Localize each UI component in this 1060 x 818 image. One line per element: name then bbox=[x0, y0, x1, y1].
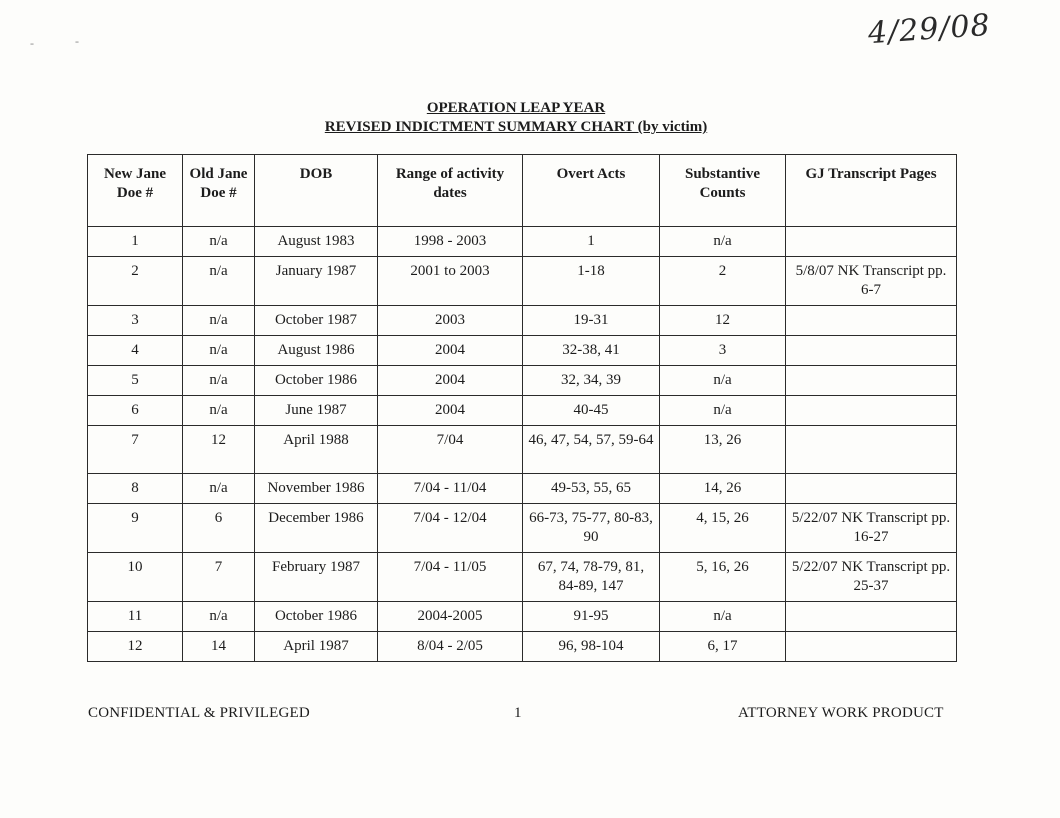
cell-gj-transcript bbox=[786, 632, 957, 662]
cell-old-jane-doe: n/a bbox=[183, 227, 255, 257]
cell-new-jane-doe: 11 bbox=[88, 602, 183, 632]
cell-dob: August 1986 bbox=[255, 336, 378, 366]
cell-old-jane-doe: n/a bbox=[183, 602, 255, 632]
header-substantive-counts: Substantive Counts bbox=[660, 155, 786, 227]
cell-range: 2004 bbox=[378, 366, 523, 396]
cell-gj-transcript bbox=[786, 602, 957, 632]
cell-gj-transcript bbox=[786, 474, 957, 504]
cell-gj-transcript bbox=[786, 306, 957, 336]
indictment-summary-table bbox=[87, 154, 957, 662]
cell-substantive-counts: 12 bbox=[660, 306, 786, 336]
cell-dob: June 1987 bbox=[255, 396, 378, 426]
cell-gj-transcript: 5/22/07 NK Transcript pp. 16-27 bbox=[786, 504, 957, 553]
cell-old-jane-doe: n/a bbox=[183, 336, 255, 366]
cell-substantive-counts: n/a bbox=[660, 396, 786, 426]
table-row bbox=[88, 336, 957, 366]
table-row bbox=[88, 227, 957, 257]
scan-mark: - bbox=[30, 36, 34, 50]
table-row bbox=[88, 504, 957, 553]
cell-dob: January 1987 bbox=[255, 257, 378, 306]
cell-dob: December 1986 bbox=[255, 504, 378, 553]
table-row bbox=[88, 366, 957, 396]
cell-gj-transcript bbox=[786, 227, 957, 257]
header-overt-acts: Overt Acts bbox=[523, 155, 660, 227]
cell-substantive-counts: 6, 17 bbox=[660, 632, 786, 662]
cell-substantive-counts: n/a bbox=[660, 602, 786, 632]
table-row bbox=[88, 257, 957, 306]
cell-gj-transcript: 5/8/07 NK Transcript pp. 6-7 bbox=[786, 257, 957, 306]
cell-old-jane-doe: n/a bbox=[183, 257, 255, 306]
cell-overt-acts: 66-73, 75-77, 80-83, 90 bbox=[523, 504, 660, 553]
table-row bbox=[88, 396, 957, 426]
cell-overt-acts: 46, 47, 54, 57, 59-64 bbox=[523, 426, 660, 474]
footer-confidential: CONFIDENTIAL & PRIVILEGED bbox=[88, 705, 310, 721]
cell-new-jane-doe: 5 bbox=[88, 366, 183, 396]
cell-substantive-counts: 14, 26 bbox=[660, 474, 786, 504]
cell-overt-acts: 96, 98-104 bbox=[523, 632, 660, 662]
table-row bbox=[88, 602, 957, 632]
cell-range: 2004 bbox=[378, 396, 523, 426]
cell-old-jane-doe: 14 bbox=[183, 632, 255, 662]
cell-dob: October 1987 bbox=[255, 306, 378, 336]
footer-work-product: ATTORNEY WORK PRODUCT bbox=[738, 705, 944, 721]
scan-mark: - bbox=[75, 34, 79, 48]
cell-overt-acts: 32-38, 41 bbox=[523, 336, 660, 366]
cell-new-jane-doe: 6 bbox=[88, 396, 183, 426]
cell-old-jane-doe: n/a bbox=[183, 396, 255, 426]
cell-range: 7/04 - 12/04 bbox=[378, 504, 523, 553]
cell-dob: November 1986 bbox=[255, 474, 378, 504]
cell-overt-acts: 91-95 bbox=[523, 602, 660, 632]
cell-new-jane-doe: 12 bbox=[88, 632, 183, 662]
header-gj-transcript-pages: GJ Transcript Pages bbox=[786, 155, 957, 227]
footer-page-number: 1 bbox=[514, 705, 522, 721]
table-row bbox=[88, 306, 957, 336]
cell-new-jane-doe: 2 bbox=[88, 257, 183, 306]
cell-overt-acts: 32, 34, 39 bbox=[523, 366, 660, 396]
cell-gj-transcript bbox=[786, 396, 957, 426]
cell-overt-acts: 1 bbox=[523, 227, 660, 257]
header-old-jane-doe: Old Jane Doe # bbox=[183, 155, 255, 227]
cell-new-jane-doe: 1 bbox=[88, 227, 183, 257]
cell-new-jane-doe: 10 bbox=[88, 553, 183, 602]
cell-range: 7/04 - 11/05 bbox=[378, 553, 523, 602]
cell-range: 7/04 bbox=[378, 426, 523, 474]
cell-dob: October 1986 bbox=[255, 366, 378, 396]
cell-overt-acts: 40-45 bbox=[523, 396, 660, 426]
cell-range: 2004 bbox=[378, 336, 523, 366]
cell-substantive-counts: 2 bbox=[660, 257, 786, 306]
cell-range: 8/04 - 2/05 bbox=[378, 632, 523, 662]
cell-range: 2003 bbox=[378, 306, 523, 336]
cell-gj-transcript bbox=[786, 426, 957, 474]
table-row bbox=[88, 553, 957, 602]
cell-range: 2001 to 2003 bbox=[378, 257, 523, 306]
cell-gj-transcript bbox=[786, 366, 957, 396]
cell-substantive-counts: 4, 15, 26 bbox=[660, 504, 786, 553]
cell-old-jane-doe: 12 bbox=[183, 426, 255, 474]
header-range-of-activity-dates: Range of activity dates bbox=[378, 155, 523, 227]
cell-dob: February 1987 bbox=[255, 553, 378, 602]
table-header-row bbox=[88, 155, 957, 227]
document-title-block bbox=[0, 99, 1032, 137]
cell-overt-acts: 1-18 bbox=[523, 257, 660, 306]
cell-new-jane-doe: 4 bbox=[88, 336, 183, 366]
cell-overt-acts: 49-53, 55, 65 bbox=[523, 474, 660, 504]
cell-substantive-counts: n/a bbox=[660, 366, 786, 396]
cell-dob: October 1986 bbox=[255, 602, 378, 632]
cell-range: 2004-2005 bbox=[378, 602, 523, 632]
cell-overt-acts: 67, 74, 78-79, 81, 84-89, 147 bbox=[523, 553, 660, 602]
header-new-jane-doe: New Jane Doe # bbox=[88, 155, 183, 227]
cell-gj-transcript: 5/22/07 NK Transcript pp. 25-37 bbox=[786, 553, 957, 602]
cell-new-jane-doe: 7 bbox=[88, 426, 183, 474]
table-row bbox=[88, 426, 957, 474]
cell-old-jane-doe: n/a bbox=[183, 474, 255, 504]
cell-range: 7/04 - 11/04 bbox=[378, 474, 523, 504]
cell-new-jane-doe: 3 bbox=[88, 306, 183, 336]
handwritten-date: 4/29/08 bbox=[866, 7, 992, 52]
cell-substantive-counts: 5, 16, 26 bbox=[660, 553, 786, 602]
cell-old-jane-doe: n/a bbox=[183, 366, 255, 396]
cell-overt-acts: 19-31 bbox=[523, 306, 660, 336]
document-subtitle: REVISED INDICTMENT SUMMARY CHART (by victim) bbox=[324, 119, 708, 135]
cell-new-jane-doe: 8 bbox=[88, 474, 183, 504]
table-row bbox=[88, 474, 957, 504]
cell-substantive-counts: 13, 26 bbox=[660, 426, 786, 474]
cell-dob: August 1983 bbox=[255, 227, 378, 257]
cell-gj-transcript bbox=[786, 336, 957, 366]
header-dob: DOB bbox=[255, 155, 378, 227]
cell-dob: April 1988 bbox=[255, 426, 378, 474]
cell-dob: April 1987 bbox=[255, 632, 378, 662]
cell-range: 1998 - 2003 bbox=[378, 227, 523, 257]
cell-old-jane-doe: 7 bbox=[183, 553, 255, 602]
table-row bbox=[88, 632, 957, 662]
cell-old-jane-doe: 6 bbox=[183, 504, 255, 553]
cell-old-jane-doe: n/a bbox=[183, 306, 255, 336]
cell-substantive-counts: n/a bbox=[660, 227, 786, 257]
cell-new-jane-doe: 9 bbox=[88, 504, 183, 553]
cell-substantive-counts: 3 bbox=[660, 336, 786, 366]
document-title: OPERATION LEAP YEAR bbox=[426, 100, 606, 116]
